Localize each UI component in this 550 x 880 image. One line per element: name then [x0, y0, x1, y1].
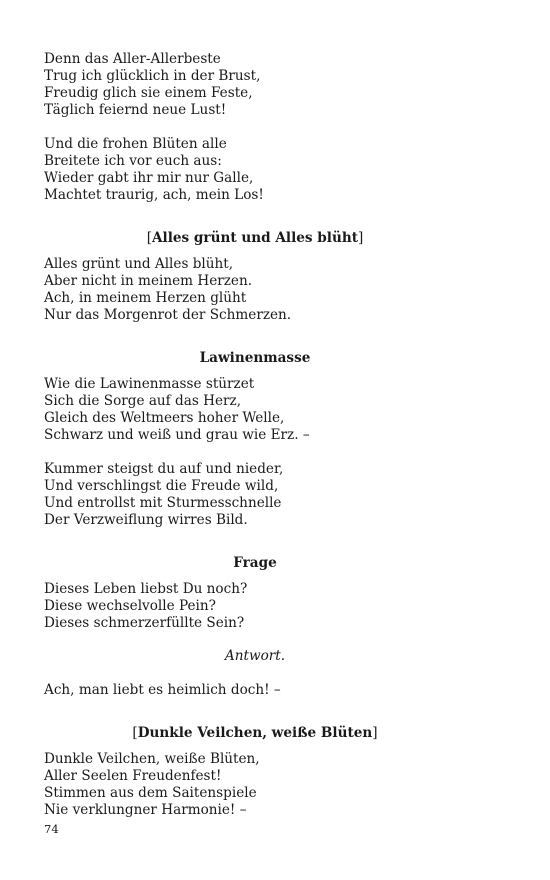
page-number: 74 — [44, 822, 59, 836]
stanza — [44, 256, 466, 324]
stanza — [44, 682, 466, 699]
stanza — [44, 136, 466, 204]
poem-subtitle: Antwort. — [224, 648, 286, 664]
verse-line: Und entrollst mit Sturmesschnelle — [44, 495, 282, 511]
poem-title: [Dunkle Veilchen, weiße Blüten] — [132, 725, 378, 741]
verse-line: Wie die Lawinenmasse stürzet — [44, 376, 255, 392]
verse-line: Diese wechselvolle Pein? — [44, 598, 216, 614]
stanza — [44, 581, 466, 632]
verse-line: Gleich des Weltmeers hoher Welle, — [44, 410, 285, 426]
verse-line: Nur das Morgenrot der Schmerzen. — [44, 307, 292, 323]
stanza — [44, 51, 466, 119]
verse-line: Breitete ich vor euch aus: — [44, 153, 222, 169]
poem-title-text: Alles grünt und Alles blüht — [152, 230, 358, 246]
verse-line: Machtet traurig, ach, mein Los! — [44, 187, 264, 203]
verse-line: Aller Seelen Freudenfest! — [44, 768, 222, 784]
page-text — [44, 51, 466, 819]
verse-line: Dieses schmerzerfüllte Sein? — [44, 615, 245, 631]
stanza — [44, 461, 466, 529]
stanza — [44, 376, 466, 444]
verse-line: Kummer steigst du auf und nieder, — [44, 461, 284, 477]
verse-line: Der Verzweiflung wirres Bild. — [44, 512, 248, 528]
stanza — [44, 751, 466, 819]
verse-line: Ach, man liebt es heimlich doch! – — [44, 682, 281, 698]
verse-line: Dunkle Veilchen, weiße Blüten, — [44, 751, 260, 767]
verse-line: Aber nicht in meinem Herzen. — [44, 273, 253, 289]
poem-title: [Alles grünt und Alles blüht] — [146, 230, 364, 246]
verse-line: Freudig glich sie einem Feste, — [44, 85, 253, 101]
verse-line: Täglich feiernd neue Lust! — [44, 102, 227, 118]
verse-line: Wieder gabt ihr mir nur Galle, — [44, 170, 254, 186]
verse-line: Denn das Aller-Allerbeste — [44, 51, 221, 67]
poem-title: Lawinenmasse — [199, 350, 311, 366]
verse-line: Nie verklungner Harmonie! – — [44, 802, 247, 818]
verse-line: Stimmen aus dem Saitenspiele — [44, 785, 257, 801]
verse-line: Ach, in meinem Herzen glüht — [44, 290, 247, 306]
verse-line: Trug ich glücklich in der Brust, — [44, 68, 261, 84]
verse-line: Schwarz und weiß und grau wie Erz. – — [44, 427, 310, 443]
verse-line: Und verschlingst die Freude wild, — [44, 478, 279, 494]
verse-line: Dieses Leben liebst Du noch? — [44, 581, 248, 597]
verse-line: Sich die Sorge auf das Herz, — [44, 393, 242, 409]
verse-line: Alles grünt und Alles blüht, — [44, 256, 234, 272]
poem-title: Frage — [233, 555, 277, 571]
verse-line: Und die frohen Blüten alle — [44, 136, 227, 152]
poem-title-text: Dunkle Veilchen, weiße Blüten — [137, 725, 373, 741]
